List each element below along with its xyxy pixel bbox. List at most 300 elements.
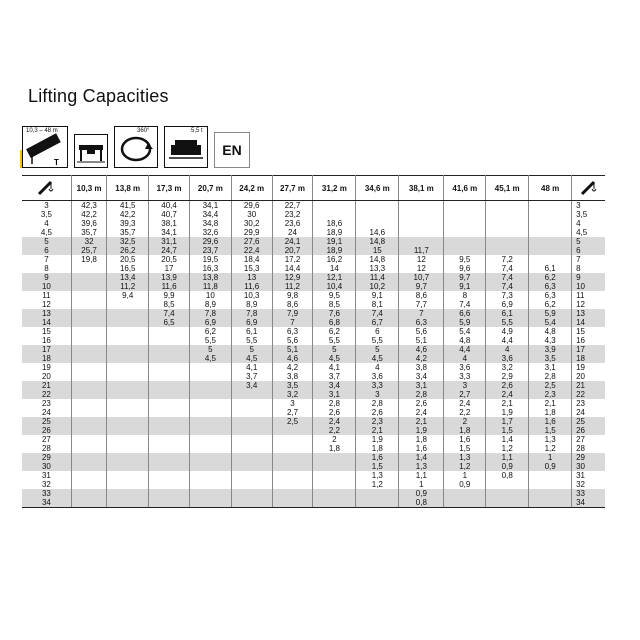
capacity-cell: 3,6 (356, 372, 399, 381)
capacity-cell: 1,8 (356, 444, 399, 453)
capacity-cell: 4,4 (444, 345, 486, 354)
capacity-cell: 5 (313, 345, 356, 354)
capacity-cell (71, 318, 106, 327)
capacity-cell: 3,8 (272, 372, 313, 381)
radius-cell-right: 34 (572, 498, 605, 508)
capacity-cell (231, 453, 272, 462)
capacity-cell: 5,9 (529, 309, 572, 318)
table-row (22, 417, 605, 426)
capacity-cell: 2,8 (529, 372, 572, 381)
radius-cell: 13 (22, 309, 71, 318)
capacity-cell (272, 435, 313, 444)
capacity-cell: 6,5 (149, 318, 190, 327)
capacity-cell: 1,7 (486, 417, 529, 426)
capacity-cell: 5 (356, 345, 399, 354)
table-row (22, 390, 605, 399)
capacity-cell: 8,1 (356, 300, 399, 309)
capacity-cell: 4,6 (272, 354, 313, 363)
capacity-cell: 35,7 (71, 228, 106, 237)
capacity-cell (71, 372, 106, 381)
capacity-cell: 6,2 (313, 327, 356, 336)
capacity-cell (189, 480, 231, 489)
capacity-cell (444, 489, 486, 498)
radius-cell: 31 (22, 471, 71, 480)
radius-cell: 9 (22, 273, 71, 282)
radius-cell-right: 21 (572, 381, 605, 390)
capacity-cell: 2,7 (444, 390, 486, 399)
capacity-cell (231, 471, 272, 480)
capacity-cell: 4,8 (444, 336, 486, 345)
capacity-cell: 3,1 (313, 390, 356, 399)
capacity-cell (71, 264, 106, 273)
capacity-cell (529, 246, 572, 255)
table-row (22, 273, 605, 282)
capacity-cell (444, 228, 486, 237)
capacity-cell: 1,3 (444, 453, 486, 462)
capacity-cell: 3,6 (486, 354, 529, 363)
capacity-cell: 2 (444, 417, 486, 426)
table-row (22, 309, 605, 318)
radius-cell-right: 31 (576, 471, 586, 480)
capacity-cell: 2,2 (444, 408, 486, 417)
language-badge[interactable]: EN (214, 132, 250, 168)
capacity-cell: 1 (444, 471, 486, 480)
capacity-cell (313, 471, 356, 480)
table-row (22, 354, 605, 363)
capacity-cell: 9,4 (107, 291, 149, 300)
capacity-cell (486, 201, 529, 211)
capacity-cell (71, 282, 106, 291)
capacity-cell: 8,5 (149, 300, 190, 309)
capacity-cell: 24,7 (149, 246, 190, 255)
boom-length-header: 48 m (529, 176, 572, 201)
radius-cell: 12 (22, 300, 71, 309)
radius-cell: 7 (22, 255, 71, 264)
capacity-cell (444, 498, 486, 508)
capacity-cell: 9,7 (444, 273, 486, 282)
capacity-cell: 9,5 (313, 291, 356, 300)
radius-cell-right: 26 (572, 426, 605, 435)
table-row (22, 435, 605, 444)
capacity-cell: 0,9 (529, 462, 572, 471)
capacity-cell: 6,1 (486, 309, 529, 318)
capacity-cell: 0,8 (399, 498, 444, 508)
capacity-cell: 4,4 (486, 336, 529, 345)
capacity-cell: 18,9 (313, 228, 356, 237)
capacity-cell: 8,9 (189, 300, 231, 309)
table-row (22, 336, 605, 345)
capacity-cell (71, 300, 106, 309)
capacity-cell: 4 (356, 363, 399, 372)
capacity-cell: 6,3 (399, 318, 444, 327)
capacity-cell: 13,3 (356, 264, 399, 273)
radius-cell-right: 14 (572, 318, 605, 327)
capacity-cell: 4,2 (399, 354, 444, 363)
capacity-cell (189, 435, 231, 444)
radius-cell-right: 6 (572, 246, 605, 255)
capacity-cell: 18,9 (313, 246, 356, 255)
radius-cell-right: 3,5 (576, 210, 588, 219)
capacity-cell (71, 408, 106, 417)
radius-cell-right: 32 (576, 480, 586, 489)
capacity-cell (272, 471, 313, 480)
capacity-cell (149, 426, 190, 435)
capacity-cell (444, 210, 486, 219)
capacity-cell: 34,8 (189, 219, 231, 228)
capacity-cell: 2,8 (399, 390, 444, 399)
capacity-cell: 3,4 (399, 372, 444, 381)
boom-length-icon (22, 126, 68, 168)
capacity-cell (71, 273, 106, 282)
capacity-cell: 7,4 (486, 282, 529, 291)
capacity-cell (71, 471, 106, 480)
capacity-cell: 20,7 (272, 246, 313, 255)
capacity-cell (313, 489, 356, 498)
capacity-cell (356, 498, 399, 508)
radius-cell-right: 27 (576, 435, 586, 444)
radius-cell: 25 (22, 417, 71, 426)
capacity-cell: 11,2 (272, 282, 313, 291)
radius-cell-right: 7 (576, 255, 581, 264)
radius-cell: 34 (22, 498, 71, 508)
table-row (22, 426, 605, 435)
capacity-cell: 6,2 (529, 273, 572, 282)
capacity-cell (71, 489, 106, 498)
capacity-cell: 6 (356, 327, 399, 336)
lifting-capacity-table (22, 175, 605, 508)
capacity-cell: 5 (231, 345, 272, 354)
capacity-cell (71, 381, 106, 390)
radius-cell: 24 (22, 408, 71, 417)
capacity-cell: 2,4 (313, 417, 356, 426)
radius-header-icon-right (572, 176, 605, 201)
capacity-cell (107, 453, 149, 462)
capacity-cell (107, 327, 149, 336)
capacity-cell: 7,2 (486, 255, 529, 264)
capacity-cell: 2,8 (313, 399, 356, 408)
capacity-cell (529, 210, 572, 219)
capacity-cell: 19,1 (313, 237, 356, 246)
capacity-cell: 7 (272, 318, 313, 327)
capacity-cell (107, 318, 149, 327)
capacity-cell: 18,4 (231, 255, 272, 264)
capacity-cell (71, 480, 106, 489)
radius-cell: 5 (22, 237, 71, 246)
radius-cell-right: 15 (576, 327, 586, 336)
capacity-cell: 12,9 (272, 273, 313, 282)
capacity-cell: 0,8 (486, 471, 529, 480)
capacity-cell: 6,7 (356, 318, 399, 327)
capacity-cell (272, 498, 313, 508)
radius-header-icon (22, 176, 71, 201)
capacity-cell (149, 444, 190, 453)
table-row (22, 327, 605, 336)
svg-text:T: T (54, 158, 59, 167)
table-row (22, 291, 605, 300)
capacity-cell (107, 471, 149, 480)
capacity-cell: 1,1 (399, 471, 444, 480)
capacity-cell: 29,9 (231, 228, 272, 237)
capacity-cell: 14,8 (356, 237, 399, 246)
capacity-cell (356, 201, 399, 211)
capacity-cell: 2,6 (313, 408, 356, 417)
capacity-cell: 1,2 (486, 444, 529, 453)
capacity-cell: 4,3 (529, 336, 572, 345)
capacity-cell (149, 372, 190, 381)
radius-cell: 10 (22, 282, 71, 291)
capacity-cell: 26,2 (107, 246, 149, 255)
capacity-cell: 3,8 (399, 363, 444, 372)
capacity-cell: 42,2 (71, 210, 106, 219)
capacity-cell: 9,7 (399, 282, 444, 291)
boom-length-header: 31,2 m (313, 176, 356, 201)
capacity-cell: 6,2 (529, 300, 572, 309)
capacity-cell: 11,6 (149, 282, 190, 291)
capacity-cell: 6,2 (189, 327, 231, 336)
capacity-cell (231, 435, 272, 444)
capacity-cell (149, 453, 190, 462)
boom-length-header: 24,2 m (231, 176, 272, 201)
counterweight-icon (164, 126, 208, 168)
capacity-cell (107, 399, 149, 408)
capacity-cell: 2,6 (486, 381, 529, 390)
capacity-cell: 1,2 (529, 444, 572, 453)
capacity-cell: 6,9 (486, 300, 529, 309)
capacity-cell: 1,5 (486, 426, 529, 435)
boom-length-header: 10,3 m (71, 176, 106, 201)
capacity-cell (71, 309, 106, 318)
capacity-cell: 1,3 (529, 435, 572, 444)
capacity-cell: 9,8 (272, 291, 313, 300)
boom-length-header: 27,7 m (272, 176, 313, 201)
capacity-cell: 5,5 (486, 318, 529, 327)
capacity-cell: 40,7 (149, 210, 190, 219)
capacity-cell: 3,3 (444, 372, 486, 381)
capacity-cell: 16,2 (313, 255, 356, 264)
radius-cell: 8 (22, 264, 71, 273)
capacity-cell (189, 444, 231, 453)
capacity-cell: 1,9 (486, 408, 529, 417)
capacity-cell (107, 372, 149, 381)
table-row (22, 498, 605, 508)
radius-cell-right: 25 (572, 417, 605, 426)
radius-cell-right: 28 (576, 444, 586, 453)
capacity-cell: 38,1 (149, 219, 190, 228)
capacity-cell (107, 480, 149, 489)
capacity-cell: 30 (231, 210, 272, 219)
capacity-cell: 2,1 (529, 399, 572, 408)
capacity-cell: 1,4 (486, 435, 529, 444)
capacity-cell (149, 363, 190, 372)
capacity-cell: 1,6 (356, 453, 399, 462)
radius-cell-right: 19 (576, 363, 586, 372)
capacity-cell (107, 498, 149, 508)
capacity-cell (107, 426, 149, 435)
capacity-cell (231, 489, 272, 498)
capacity-cell: 1,6 (444, 435, 486, 444)
capacity-cell (189, 399, 231, 408)
capacity-cell: 1,8 (313, 444, 356, 453)
capacity-cell: 2,3 (529, 390, 572, 399)
capacity-cell (71, 363, 106, 372)
capacity-cell (272, 480, 313, 489)
capacity-cell (231, 444, 272, 453)
capacity-cell: 3,2 (272, 390, 313, 399)
table-row (22, 453, 605, 462)
radius-cell: 30 (22, 462, 71, 471)
capacity-cell (444, 201, 486, 211)
capacity-cell (399, 201, 444, 211)
capacity-cell: 1,5 (356, 462, 399, 471)
capacity-cell: 7,4 (486, 264, 529, 273)
capacity-cell: 1,3 (399, 462, 444, 471)
table-row (22, 480, 605, 489)
capacity-cell (107, 462, 149, 471)
boom-length-header: 17,3 m (149, 176, 190, 201)
capacity-cell (313, 453, 356, 462)
capacity-cell (231, 408, 272, 417)
capacity-cell: 29,6 (189, 237, 231, 246)
radius-cell: 16 (22, 336, 71, 345)
radius-cell: 23 (22, 399, 71, 408)
capacity-cell (149, 336, 190, 345)
capacity-cell (71, 444, 106, 453)
capacity-cell: 1,2 (444, 462, 486, 471)
capacity-cell: 5,1 (399, 336, 444, 345)
capacity-cell: 8,5 (313, 300, 356, 309)
table-row (22, 201, 605, 211)
capacity-cell (107, 408, 149, 417)
capacity-cell: 2,3 (356, 417, 399, 426)
capacity-cell: 8,6 (272, 300, 313, 309)
capacity-cell: 7,8 (231, 309, 272, 318)
table-row (22, 489, 605, 498)
capacity-cell: 11,6 (231, 282, 272, 291)
capacity-cell: 11,2 (107, 282, 149, 291)
capacity-cell: 39,6 (71, 219, 106, 228)
capacity-cell (189, 471, 231, 480)
capacity-cell (529, 219, 572, 228)
capacity-cell: 17,2 (272, 255, 313, 264)
capacity-cell: 39,3 (107, 219, 149, 228)
radius-cell: 29 (22, 453, 71, 462)
capacity-cell: 7,9 (272, 309, 313, 318)
radius-cell: 11 (22, 291, 71, 300)
capacity-cell (149, 399, 190, 408)
capacity-cell (71, 498, 106, 508)
table-row (22, 372, 605, 381)
radius-cell-right: 33 (572, 489, 605, 498)
capacity-cell (399, 228, 444, 237)
capacity-cell: 9,1 (444, 282, 486, 291)
capacity-cell: 7,7 (399, 300, 444, 309)
table-row (22, 399, 605, 408)
capacity-cell (107, 417, 149, 426)
capacity-cell: 23,7 (189, 246, 231, 255)
capacity-cell: 11,4 (356, 273, 399, 282)
capacity-cell: 8,9 (231, 300, 272, 309)
capacity-cell (71, 417, 106, 426)
capacity-cell (444, 237, 486, 246)
capacity-cell: 5,1 (272, 345, 313, 354)
table-row (22, 408, 605, 417)
capacity-cell: 2,5 (272, 417, 313, 426)
capacity-cell: 35,7 (107, 228, 149, 237)
radius-cell-right: 18 (572, 354, 605, 363)
radius-cell-right: 11 (576, 291, 585, 300)
capacity-cell (107, 345, 149, 354)
capacity-cell (107, 363, 149, 372)
capacity-cell (189, 498, 231, 508)
capacity-cell (149, 381, 190, 390)
capacity-cell (356, 210, 399, 219)
capacity-cell (107, 444, 149, 453)
capacity-cell: 9,6 (444, 264, 486, 273)
radius-cell: 4 (22, 219, 71, 228)
slewing-label: 360° (137, 128, 150, 134)
capacity-cell (149, 462, 190, 471)
capacity-cell: 3,6 (444, 363, 486, 372)
radius-cell: 17 (22, 345, 71, 354)
capacity-cell (149, 345, 190, 354)
capacity-cell (313, 201, 356, 211)
capacity-cell: 32,6 (189, 228, 231, 237)
capacity-cell (149, 417, 190, 426)
capacity-cell: 3,5 (272, 381, 313, 390)
counterweight-label: 5,5 t (191, 128, 203, 134)
capacity-cell: 4,5 (313, 354, 356, 363)
table-row (22, 228, 605, 237)
capacity-cell (356, 219, 399, 228)
capacity-cell (149, 327, 190, 336)
capacity-cell: 17 (149, 264, 190, 273)
capacity-cell: 2,5 (529, 381, 572, 390)
radius-cell: 22 (22, 390, 71, 399)
radius-cell-right: 23 (576, 399, 586, 408)
radius-cell-right: 3 (576, 201, 581, 210)
capacity-cell: 3 (356, 390, 399, 399)
capacity-cell: 14 (313, 264, 356, 273)
capacity-cell: 31,1 (149, 237, 190, 246)
capacity-cell: 3,1 (399, 381, 444, 390)
capacity-cell: 2 (313, 435, 356, 444)
capacity-cell (71, 453, 106, 462)
capacity-cell: 9,9 (149, 291, 190, 300)
capacity-cell (189, 390, 231, 399)
radius-cell: 19 (22, 363, 71, 372)
capacity-cell (231, 399, 272, 408)
capacity-cell (189, 462, 231, 471)
capacity-cell: 2,1 (399, 417, 444, 426)
capacity-cell: 1,6 (529, 417, 572, 426)
capacity-cell: 2,8 (356, 399, 399, 408)
capacity-cell: 4,8 (529, 327, 572, 336)
capacity-cell: 42,3 (71, 201, 106, 211)
boom-length-label: 10,3 – 48 m (26, 128, 58, 134)
capacity-cell: 12 (399, 264, 444, 273)
capacity-cell: 1,2 (356, 480, 399, 489)
capacity-cell: 13,8 (189, 273, 231, 282)
table-row (22, 318, 605, 327)
radius-cell-right: 13 (572, 309, 605, 318)
capacity-cell (107, 354, 149, 363)
boom-length-header: 34,6 m (356, 176, 399, 201)
capacity-cell: 3,4 (231, 381, 272, 390)
capacity-cell: 5,5 (356, 336, 399, 345)
table-row (22, 300, 605, 309)
table-row (22, 381, 605, 390)
capacity-cell: 6,3 (529, 291, 572, 300)
